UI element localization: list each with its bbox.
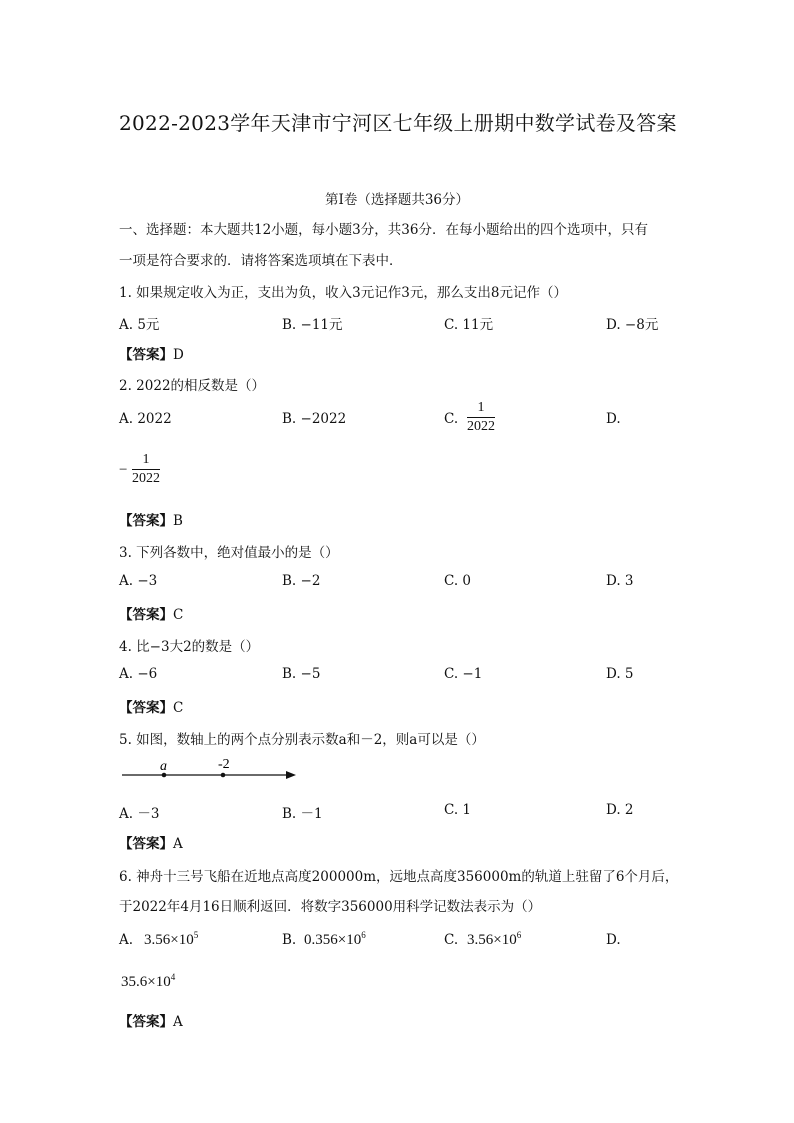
question-3-stem: 3. 下列各数中，绝对值最小的是（）: [119, 545, 339, 561]
answer-value: C: [173, 607, 184, 623]
section-title: 第Ⅰ卷（选择题共36分）: [324, 192, 469, 208]
answer-value: B: [173, 513, 183, 529]
point-minus-2: [221, 773, 226, 778]
question-5-stem: 5. 如图，数轴上的两个点分别表示数a和－2，则a可以是（）: [119, 732, 485, 748]
question-3-option-d: D. 3: [606, 573, 634, 589]
question-5-option-c: C. 1: [444, 802, 472, 818]
answer-label: 【答案】: [119, 836, 173, 852]
question-1-option-a: A. 5元: [119, 317, 160, 333]
question-3-answer: [119, 603, 183, 623]
instructions-line-2: 一项是符合要求的．请将答案选项填在下表中．: [119, 253, 403, 269]
question-6-answer: [119, 1010, 183, 1030]
document-title: 2022-2023学年天津市宁河区七年级上册期中数学试卷及答案: [119, 111, 677, 135]
question-2-option-b: B. −2022: [282, 411, 347, 427]
question-1-option-d: D. −8元: [606, 317, 659, 333]
question-3-option-a: A. −3: [119, 573, 158, 589]
fraction-numerator: 1: [142, 452, 150, 467]
math-exponent: 5: [193, 930, 199, 940]
question-2-option-d-sign: −: [119, 462, 128, 478]
question-2-option-c: C.: [444, 411, 459, 427]
question-4-answer: [119, 696, 183, 716]
question-3-option-c: C. 0: [444, 573, 472, 589]
fraction-numerator: 1: [477, 400, 485, 415]
question-1-answer: [119, 343, 184, 363]
answer-label: 【答案】: [119, 513, 173, 529]
question-5-option-d: D. 2: [606, 802, 634, 818]
answer-value: D: [173, 347, 184, 363]
point-a-label: a: [160, 759, 167, 774]
question-4-option-b: B. −5: [282, 666, 321, 682]
math-base: 0.356×10: [304, 932, 362, 948]
question-6-option-a-value: [144, 930, 198, 949]
question-4-option-c: C. −1: [444, 666, 483, 682]
math-exponent: 4: [170, 972, 176, 982]
question-6-stem-line-2: 于2022年4月16日顺利返回．将数字356000用科学记数法表示为（）: [119, 899, 542, 915]
answer-value: A: [173, 1014, 183, 1030]
question-2-option-c-fraction: [467, 399, 495, 436]
question-4-option-d: D. 5: [606, 666, 634, 682]
question-6-option-d-value: [121, 972, 175, 991]
question-2-stem: 2. 2022的相反数是（）: [119, 378, 266, 394]
question-2-option-a: A. 2022: [119, 411, 172, 427]
math-base: 3.56×10: [144, 932, 194, 948]
math-base: 3.56×10: [467, 932, 517, 948]
question-6-option-c: C.: [444, 932, 459, 948]
question-1-option-b: B. −11元: [282, 317, 343, 333]
arrow-head-icon: [286, 771, 296, 779]
question-1-stem: 1. 如果规定收入为正，支出为负，收入3元记作3元，那么支出8元记作（）: [119, 285, 567, 301]
question-2-option-d: D.: [606, 411, 621, 427]
instructions-line-1: 一、选择题：本大题共12小题，每小题3分，共36分．在每小题给出的四个选项中，只有: [119, 222, 648, 238]
answer-value: C: [173, 700, 184, 716]
question-5-option-b: B. －1: [282, 806, 323, 822]
answer-label: 【答案】: [119, 1014, 173, 1030]
question-6-option-c-value: [467, 930, 521, 949]
question-2-option-d-fraction: [132, 451, 160, 488]
question-6-stem-line-1: 6. 神舟十三号飞船在近地点高度200000m，远地点高度356000m的轨道上驻留了6个月后，: [119, 869, 679, 885]
question-6-option-b: B.: [282, 932, 297, 948]
question-6-option-b-value: [304, 930, 366, 949]
question-3-option-b: B. −2: [282, 573, 321, 589]
math-exponent: 6: [516, 930, 522, 940]
question-1-option-c: C. 11元: [444, 317, 494, 333]
question-5-option-a: A. －3: [119, 806, 160, 822]
question-6-option-d: D.: [606, 932, 621, 948]
point-minus-2-label: -2: [218, 757, 230, 772]
answer-label: 【答案】: [119, 607, 173, 623]
answer-value: A: [173, 836, 183, 852]
fraction-denominator: 2022: [132, 471, 160, 486]
number-line-figure: [120, 752, 300, 786]
answer-label: 【答案】: [119, 700, 173, 716]
question-2-answer: [119, 509, 183, 529]
fraction-denominator: 2022: [467, 419, 495, 434]
math-base: 35.6×10: [121, 974, 171, 990]
question-4-stem: 4. 比−3大2的数是（）: [119, 639, 260, 655]
question-4-option-a: A. −6: [119, 666, 158, 682]
question-5-answer: [119, 832, 183, 852]
question-6-option-a: A.: [119, 932, 134, 948]
answer-label: 【答案】: [119, 347, 173, 363]
math-exponent: 6: [361, 930, 366, 940]
